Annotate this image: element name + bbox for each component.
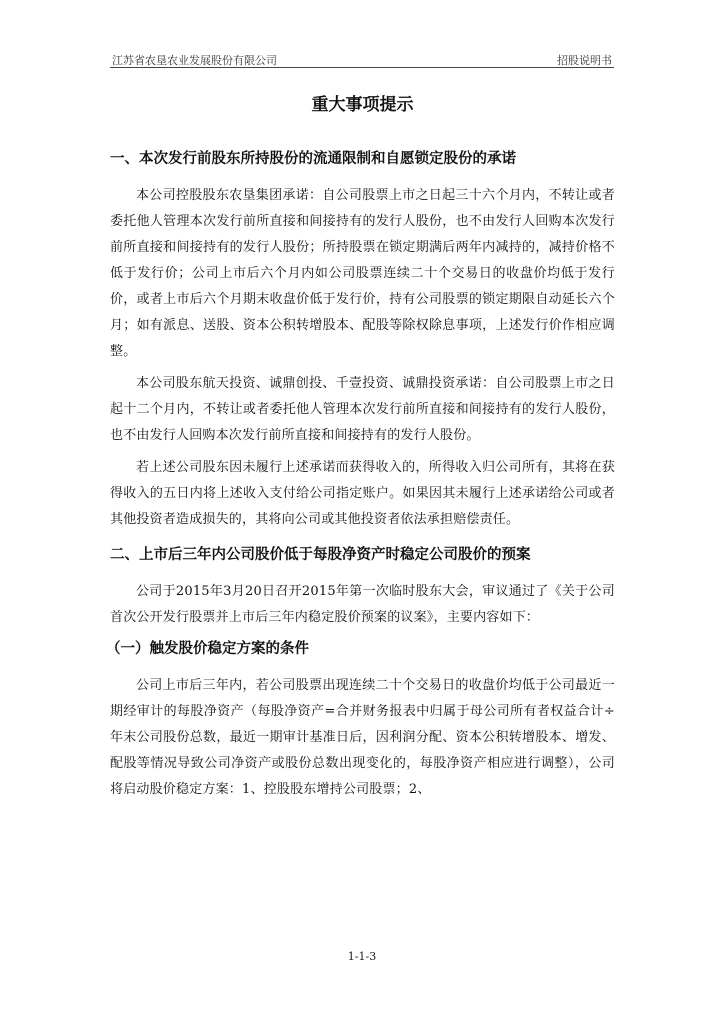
section-1-paragraph-3: 若上述公司股东因未履行上述承诺而获得收入的，所得收入归公司所有，其将在获得收入的五日内将上述收入支付给公司指定账户。如果因其未履行上述承诺给公司或者其他投资者造成损失的，其将向公司或其他投资者依法承担赔偿责任。 [110,460,615,527]
section-1-paragraph-1: 本公司控股股东农垦集团承诺：自公司股票上市之日起三十六个月内，不转让或者委托他人管理本次发行前所直接和间接持有的发行人股份，也不由发行人回购本次发行前所直接和间接持有的发行人股份；所持股票在锁定期满后两年内减持的，减持价格不低于发行价；公司上市后六个月内如公司股票连续二十个交易日的收盘价均低于发行价，或者上市后六个月期末收盘价低于发行价，持有公司股票的锁定期限自动延长六个月；如有派息、送股、资本公积转增股本、配股等除权除息事项，上述发行价作相应调整。 [110,188,615,359]
section-1-paragraph-2: 本公司股东航天投资、诚鼎创投、千壹投资、诚鼎投资承诺：自公司股票上市之日起十二个月内，不转让或者委托他人管理本次发行前所直接和间接持有的发行人股份，也不由发行人回购本次发行前所直接和间接持有的发行人股份。 [110,376,615,443]
header-company-name: 江苏省农垦农业发展股份有限公司 [112,54,277,67]
header-document-type: 招股说明书 [557,54,612,67]
section-2-paragraph-1: 公司于2015年3月20日召开2015年第一次临时股东大会，审议通过了《关于公司首次公开发行股票并上市后三年内稳定股价预案的议案》，主要内容如下： [110,584,615,625]
section-2-paragraph-2: 公司上市后三年内，若公司股票出现连续二十个交易日的收盘价均低于公司最近一期经审计的每股净资产（每股净资产=合并财务报表中归属于母公司所有者权益合计÷年末公司股份总数，最近一期审计基准日后，因利润分配、资本公积转增股本、增发、配股等情况导致公司净资产或股份总数出现变化的，每股净资产相应进行调整），公司将启动股价稳定方案：1、控股股东增持公司股票；2、 [110,678,615,797]
page-content [106,93,615,809]
header-rule [110,67,614,68]
section-2-subheading: （一）触发股价稳定方案的条件 [106,641,309,657]
section-2-heading: 二、上市后三年内公司股价低于每股净资产时稳定公司股价的预案 [110,547,531,563]
section-1-heading: 一、本次发行前股东所持股份的流通限制和自愿锁定股份的承诺 [110,151,516,167]
page-header [110,50,614,68]
page-number: 1-1-3 [347,950,377,963]
page-title: 重大事项提示 [311,95,414,115]
